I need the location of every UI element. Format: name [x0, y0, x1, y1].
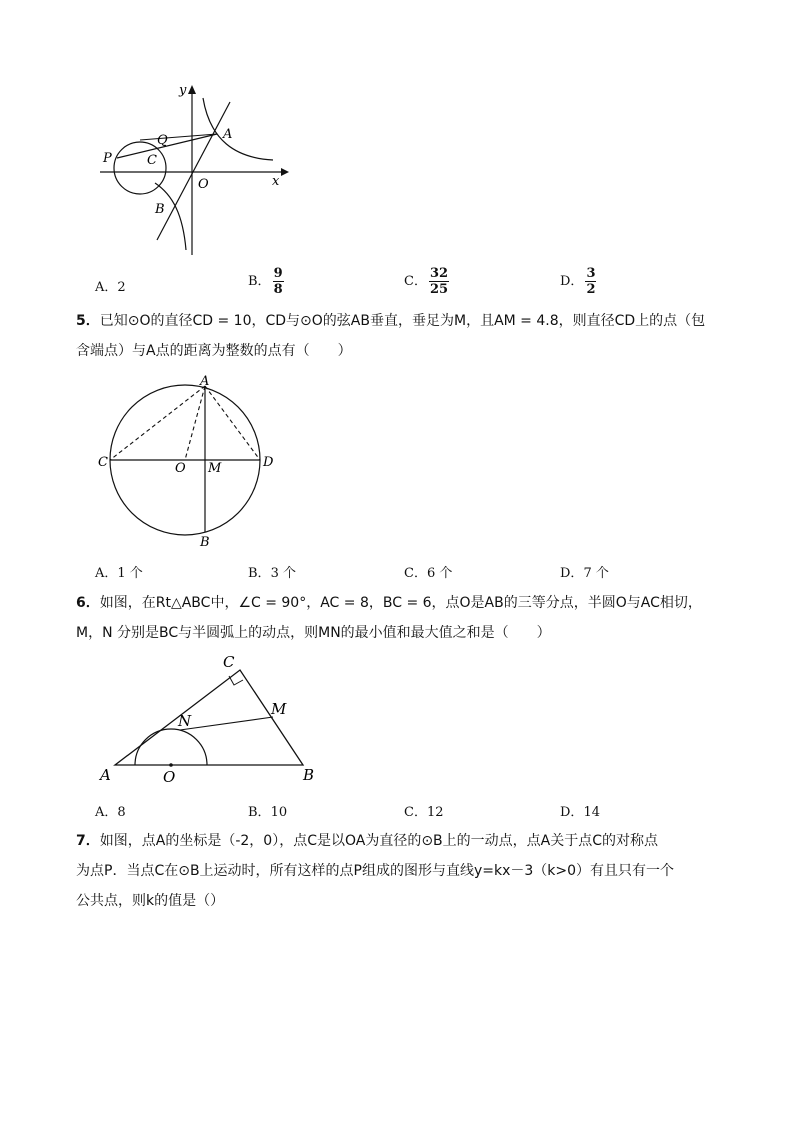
q7-line-1 — [76, 826, 736, 856]
q6-label-c: C — [223, 653, 235, 671]
q5-number: 5． — [76, 313, 100, 329]
q4-label-p: P — [103, 151, 112, 166]
q4-option-d-den: 2 — [586, 282, 596, 297]
q4-label-c: C — [147, 153, 157, 168]
q6-text-2: M，N 分别是BC与半圆弧上的动点，则MN的最小值和最大值之和是（ ） — [76, 625, 551, 641]
q6-center-o — [169, 763, 173, 767]
q7-text-3: 公共点，则k的值是（） — [76, 893, 225, 909]
q5-label-a: A — [200, 374, 210, 389]
q4-option-b-fraction — [273, 266, 284, 297]
q6-option-a[interactable] — [95, 801, 126, 820]
q4-option-d-letter: D． — [560, 274, 584, 289]
q4-option-c-letter: C． — [404, 274, 427, 289]
q5-dashed-ac — [110, 386, 205, 460]
q6-semicircle — [135, 729, 207, 765]
q4-option-c-den: 25 — [429, 282, 449, 297]
q5-dashed-ao — [185, 386, 205, 460]
q4-label-a: A — [223, 127, 233, 142]
q6-text-1: 如图，在Rt△ABC中，∠C = 90°，AC = 8，BC = 6，点O是AB的三等分点，半圆O与AC相切， — [99, 595, 702, 611]
q6-figure — [95, 648, 325, 788]
q4-figure — [95, 80, 295, 265]
q5-option-d-value: 7 个 — [583, 566, 609, 581]
q4-label-b: B — [155, 202, 165, 217]
q5-stem — [76, 306, 736, 366]
q6-option-c-value: 12 — [426, 805, 444, 820]
q7-line-2 — [76, 856, 736, 886]
q6-label-a: A — [100, 766, 111, 784]
q5-option-b[interactable] — [248, 562, 296, 581]
q5-option-a-letter: A． — [95, 566, 118, 581]
q4-option-a-letter: A． — [95, 280, 118, 295]
q4-hyperbola-right — [203, 98, 273, 160]
q6-label-o: O — [163, 768, 176, 786]
q5-figure — [95, 372, 285, 550]
q6-option-c[interactable] — [404, 801, 444, 820]
q5-text-2: 含端点）与A点的距离为整数的点有（ ） — [76, 343, 352, 359]
q4-y-arrow — [188, 85, 196, 94]
q6-label-n: N — [178, 712, 192, 730]
q7-text-1: 如图，点A的坐标是（-2，0），点C是以OA为直径的⊙B上的一动点，点A关于点C的对称点 — [99, 833, 659, 849]
q5-label-d: D — [263, 455, 274, 470]
q4-option-b-den: 8 — [273, 282, 283, 297]
q4-option-a-value: 2 — [117, 280, 126, 295]
q5-option-d-letter: D． — [560, 566, 584, 581]
q6-label-m: M — [271, 700, 287, 718]
q4-option-d-fraction — [585, 266, 596, 297]
q6-stem — [76, 588, 736, 648]
q6-option-b-value: 10 — [270, 805, 288, 820]
q4-option-b-num: 9 — [273, 266, 283, 281]
q4-option-d-num: 3 — [586, 266, 596, 281]
q5-option-c-letter: C． — [404, 566, 427, 581]
q6-option-a-value: 8 — [117, 805, 126, 820]
q5-dashed-ad — [205, 386, 260, 460]
q7-number: 7． — [76, 833, 100, 849]
q5-option-b-value: 3 个 — [270, 566, 296, 581]
q6-option-d-letter: D． — [560, 805, 584, 820]
q5-line-1 — [76, 306, 736, 336]
q4-option-c[interactable] — [404, 266, 449, 297]
q6-option-c-letter: C． — [404, 805, 427, 820]
q5-line-2 — [76, 336, 736, 366]
q6-label-b: B — [303, 766, 315, 784]
q4-option-b-letter: B． — [248, 274, 271, 289]
q6-segment-nm — [180, 717, 273, 730]
q4-line-through-origin — [157, 102, 233, 240]
q6-option-b-letter: B． — [248, 805, 271, 820]
q6-option-d[interactable] — [560, 801, 600, 820]
q5-label-m: M — [208, 461, 222, 476]
q5-option-d[interactable] — [560, 562, 609, 581]
q6-option-d-value: 14 — [583, 805, 600, 820]
q5-option-b-letter: B． — [248, 566, 271, 581]
q5-label-b: B — [200, 535, 210, 550]
q4-circle-c — [114, 142, 166, 194]
q4-x-arrow — [281, 168, 289, 176]
q5-option-c-value: 6 个 — [426, 566, 453, 581]
q7-text-2: 为点P．当点C在⊙B上运动时，所有这样的点P组成的图形与直线y=kx－3（k>0）有且只有一个 — [76, 863, 675, 879]
q4-label-q: Q — [157, 133, 168, 148]
q5-label-c: C — [98, 455, 108, 470]
q4-option-b[interactable] — [248, 266, 284, 297]
q5-label-o: O — [175, 461, 186, 476]
q7-stem — [76, 826, 736, 916]
q4-option-d[interactable] — [560, 266, 596, 297]
q4-label-x: x — [272, 174, 280, 189]
q4-label-y: y — [179, 83, 187, 98]
q6-option-b[interactable] — [248, 801, 287, 820]
q5-option-a[interactable] — [95, 562, 143, 581]
q6-option-a-letter: A． — [95, 805, 118, 820]
q6-number: 6． — [76, 595, 100, 611]
q6-line-1 — [76, 588, 736, 618]
q5-option-a-value: 1 个 — [117, 566, 143, 581]
q4-option-c-num: 32 — [429, 266, 449, 281]
q5-text-1: 已知⊙O的直径CD = 10，CD与⊙O的弦AB垂直，垂足为M，且AM = 4.8，则直径CD上的点（包 — [99, 313, 706, 329]
q7-line-3 — [76, 886, 736, 916]
q4-option-c-fraction — [429, 266, 449, 297]
q4-option-a[interactable] — [95, 276, 126, 295]
q4-label-o: O — [198, 177, 209, 192]
q5-option-c[interactable] — [404, 562, 452, 581]
q6-line-2 — [76, 618, 736, 648]
